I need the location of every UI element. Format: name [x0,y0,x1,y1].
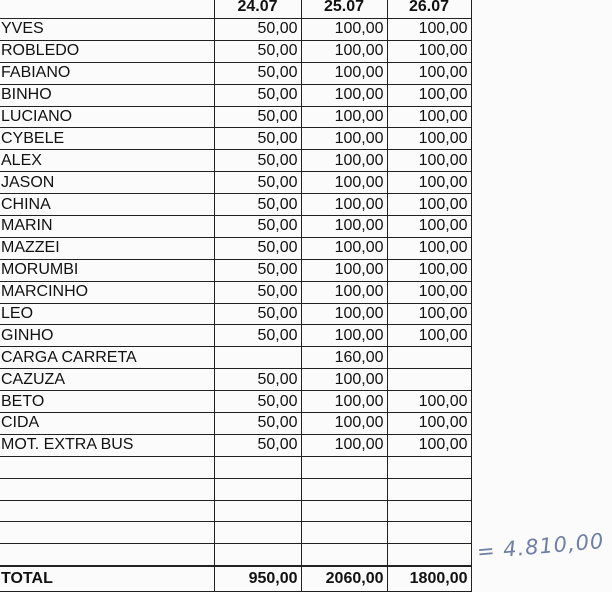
row-name: BINHO [0,84,214,106]
value-25-07: 100,00 [301,259,387,281]
value-26-07: 100,00 [387,150,471,172]
table-row [0,281,471,303]
value-24-07: 50,00 [214,391,301,413]
date-header-2: 25.07 [301,0,387,19]
value-24-07: 50,00 [214,194,301,216]
row-name: LEO [0,303,214,325]
value-25-07: 100,00 [301,19,387,41]
table-row [0,128,471,150]
table-row [0,259,471,281]
value-24-07: 50,00 [214,413,301,435]
empty-row [0,456,471,478]
value-25-07: 100,00 [301,325,387,347]
row-name: ALEX [0,150,214,172]
table-row [0,84,471,106]
date-header-1: 24.07 [214,0,301,19]
table-row [0,325,471,347]
table-row [0,150,471,172]
value-25-07: 100,00 [301,237,387,259]
value-25-07: 160,00 [301,347,387,369]
name-column-header [0,0,214,19]
value-24-07: 50,00 [214,128,301,150]
row-name: MOT. EXTRA BUS [0,434,214,456]
table-row [0,216,471,238]
value-25-07: 100,00 [301,62,387,84]
value-26-07: 100,00 [387,40,471,62]
row-name: CARGA CARRETA [0,347,214,369]
row-name: YVES [0,19,214,41]
value-24-07: 50,00 [214,19,301,41]
row-name: CYBELE [0,128,214,150]
row-name: CHINA [0,194,214,216]
table-row [0,19,471,41]
value-25-07: 100,00 [301,150,387,172]
row-name: LUCIANO [0,106,214,128]
table-row [0,237,471,259]
table-row [0,303,471,325]
value-25-07: 100,00 [301,106,387,128]
value-25-07: 100,00 [301,216,387,238]
date-header-3: 26.07 [387,0,471,19]
value-26-07: 100,00 [387,62,471,84]
total-25-07: 2060,00 [301,566,387,592]
value-24-07: 50,00 [214,106,301,128]
value-26-07: 100,00 [387,325,471,347]
row-name: MAZZEI [0,237,214,259]
value-24-07: 50,00 [214,325,301,347]
value-26-07: 100,00 [387,259,471,281]
value-24-07: 50,00 [214,150,301,172]
value-24-07: 50,00 [214,216,301,238]
value-26-07: 100,00 [387,19,471,41]
value-25-07: 100,00 [301,40,387,62]
value-24-07: 50,00 [214,84,301,106]
value-24-07: 50,00 [214,172,301,194]
value-24-07: 50,00 [214,434,301,456]
value-26-07: 100,00 [387,413,471,435]
value-26-07: 100,00 [387,281,471,303]
empty-row [0,478,471,500]
row-name: MORUMBI [0,259,214,281]
value-25-07: 100,00 [301,434,387,456]
value-26-07: 100,00 [387,172,471,194]
table-row [0,194,471,216]
value-26-07: 100,00 [387,391,471,413]
value-26-07: 100,00 [387,84,471,106]
row-name: MARCINHO [0,281,214,303]
table-row [0,369,471,391]
value-25-07: 100,00 [301,194,387,216]
table-row [0,347,471,369]
table-row [0,40,471,62]
table-row [0,391,471,413]
row-name: MARIN [0,216,214,238]
empty-row [0,522,471,544]
row-name: GINHO [0,325,214,347]
value-26-07: 100,00 [387,128,471,150]
value-24-07: 50,00 [214,40,301,62]
value-25-07: 100,00 [301,281,387,303]
value-25-07: 100,00 [301,303,387,325]
total-26-07: 1800,00 [387,566,471,592]
value-25-07: 100,00 [301,413,387,435]
empty-row [0,544,471,566]
value-25-07: 100,00 [301,391,387,413]
value-24-07: 50,00 [214,237,301,259]
value-26-07: 100,00 [387,106,471,128]
table-row [0,62,471,84]
handwritten-sum-note: = 4.810,00 [475,528,606,564]
row-name: JASON [0,172,214,194]
value-24-07: 50,00 [214,281,301,303]
row-name: FABIANO [0,62,214,84]
header-row [0,0,471,19]
value-26-07: 100,00 [387,434,471,456]
value-26-07 [387,347,471,369]
total-label: TOTAL [0,566,214,592]
value-26-07: 100,00 [387,194,471,216]
row-name: CIDA [0,413,214,435]
value-24-07 [214,347,301,369]
row-name: ROBLEDO [0,40,214,62]
value-24-07: 50,00 [214,303,301,325]
table-row [0,106,471,128]
value-25-07: 100,00 [301,84,387,106]
value-24-07: 50,00 [214,369,301,391]
empty-row [0,500,471,522]
value-25-07: 100,00 [301,369,387,391]
row-name: CAZUZA [0,369,214,391]
total-24-07: 950,00 [214,566,301,592]
value-24-07: 50,00 [214,62,301,84]
value-25-07: 100,00 [301,128,387,150]
value-25-07: 100,00 [301,172,387,194]
value-26-07: 100,00 [387,303,471,325]
table-row [0,434,471,456]
table-row [0,172,471,194]
total-row [0,566,471,592]
value-24-07: 50,00 [214,259,301,281]
row-name: BETO [0,391,214,413]
value-26-07: 100,00 [387,237,471,259]
table-row [0,413,471,435]
value-26-07 [387,369,471,391]
value-26-07: 100,00 [387,216,471,238]
